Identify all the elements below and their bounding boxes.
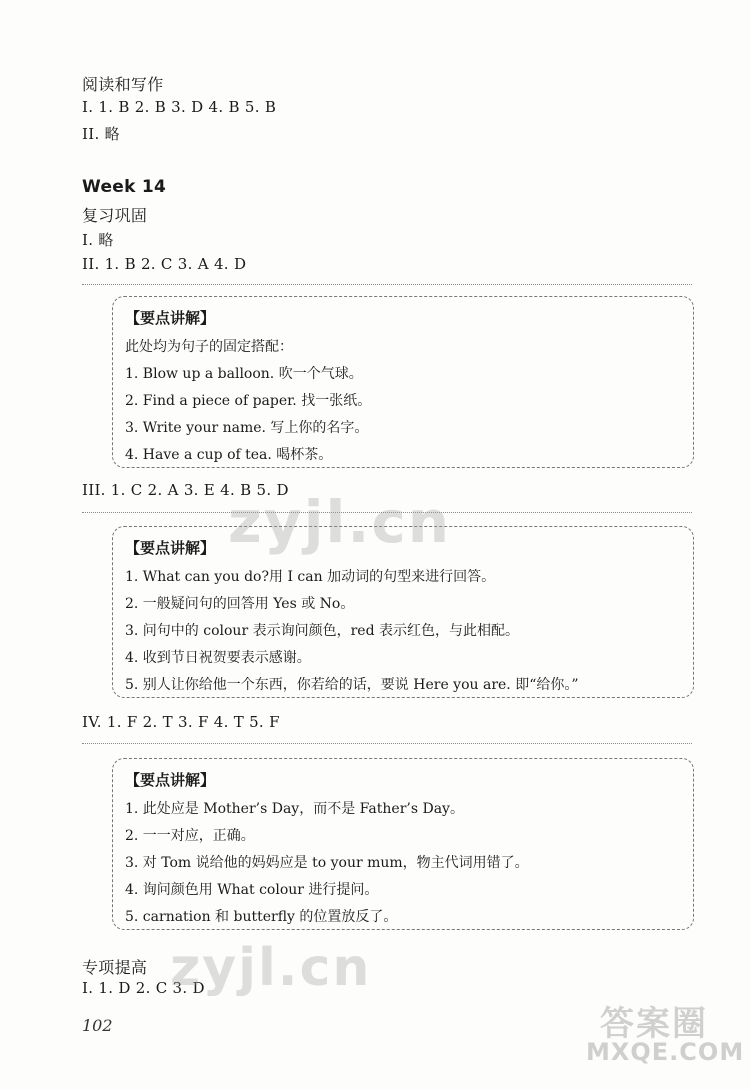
answer-line: II. 略 xyxy=(82,125,120,143)
dotted-divider xyxy=(82,743,692,744)
key-points-title: 【要点讲解】 xyxy=(125,771,216,789)
section-heading-reading-writing: 阅读和写作 xyxy=(82,75,164,94)
key-points-box-1 xyxy=(112,296,694,468)
key-point-item: 1. Blow up a balloon. 吹一个气球。 xyxy=(125,366,363,382)
key-points-intro: 此处均为句子的固定搭配： xyxy=(125,339,293,355)
key-point-item: 2. Find a piece of paper. 找一张纸。 xyxy=(125,393,372,409)
section-heading-review: 复习巩固 xyxy=(82,206,148,225)
watermark-text: zyjl.cn xyxy=(170,938,372,998)
answer-line: IV. 1. F 2. T 3. F 4. T 5. F xyxy=(82,713,280,731)
watermark-logo-text: 答案圈 xyxy=(600,1004,708,1044)
key-point-item: 1. What can you do?用 I can 加动词的句型来进行回答。 xyxy=(125,569,496,585)
key-point-item: 2. 一一对应，正确。 xyxy=(125,828,255,844)
week-title: Week 14 xyxy=(82,177,167,197)
key-points-box-3 xyxy=(112,758,694,930)
answer-line: II. 1. B 2. C 3. A 4. D xyxy=(82,255,247,273)
dotted-divider xyxy=(82,284,692,285)
key-point-item: 5. carnation 和 butterfly 的位置放反了。 xyxy=(125,909,398,925)
key-point-item: 4. 收到节日祝贺要表示感谢。 xyxy=(125,650,311,666)
key-point-item: 3. Write your name. 写上你的名字。 xyxy=(125,420,369,436)
watermark-text: zyjl.cn xyxy=(228,488,452,556)
key-point-item: 4. 询问颜色用 What colour 进行提问。 xyxy=(125,882,379,898)
key-point-item: 4. Have a cup of tea. 喝杯茶。 xyxy=(125,447,333,463)
watermark-site: MXQE.COM xyxy=(586,1038,745,1066)
key-points-title: 【要点讲解】 xyxy=(125,539,216,557)
answer-line: I. 略 xyxy=(82,231,114,249)
answer-line: I. 1. D 2. C 3. D xyxy=(82,979,205,997)
page-number: 102 xyxy=(82,1016,113,1035)
key-points-title: 【要点讲解】 xyxy=(125,309,216,327)
key-point-item: 3. 问句中的 colour 表示询问颜色，red 表示红色，与此相配。 xyxy=(125,623,519,639)
key-point-item: 2. 一般疑问句的回答用 Yes 或 No。 xyxy=(125,596,355,612)
key-point-item: 3. 对 Tom 说给他的妈妈应是 to your mum，物主代词用错了。 xyxy=(125,855,529,871)
key-point-item: 5. 别人让你给他一个东西，你若给的话，要说 Here you are. 即“给你。” xyxy=(125,677,579,693)
key-point-item: 1. 此处应是 Mother’s Day，而不是 Father’s Day。 xyxy=(125,801,464,817)
answer-line: I. 1. B 2. B 3. D 4. B 5. B xyxy=(82,98,277,116)
answer-line: III. 1. C 2. A 3. E 4. B 5. D xyxy=(82,481,289,499)
section-heading-improve: 专项提高 xyxy=(82,958,148,977)
